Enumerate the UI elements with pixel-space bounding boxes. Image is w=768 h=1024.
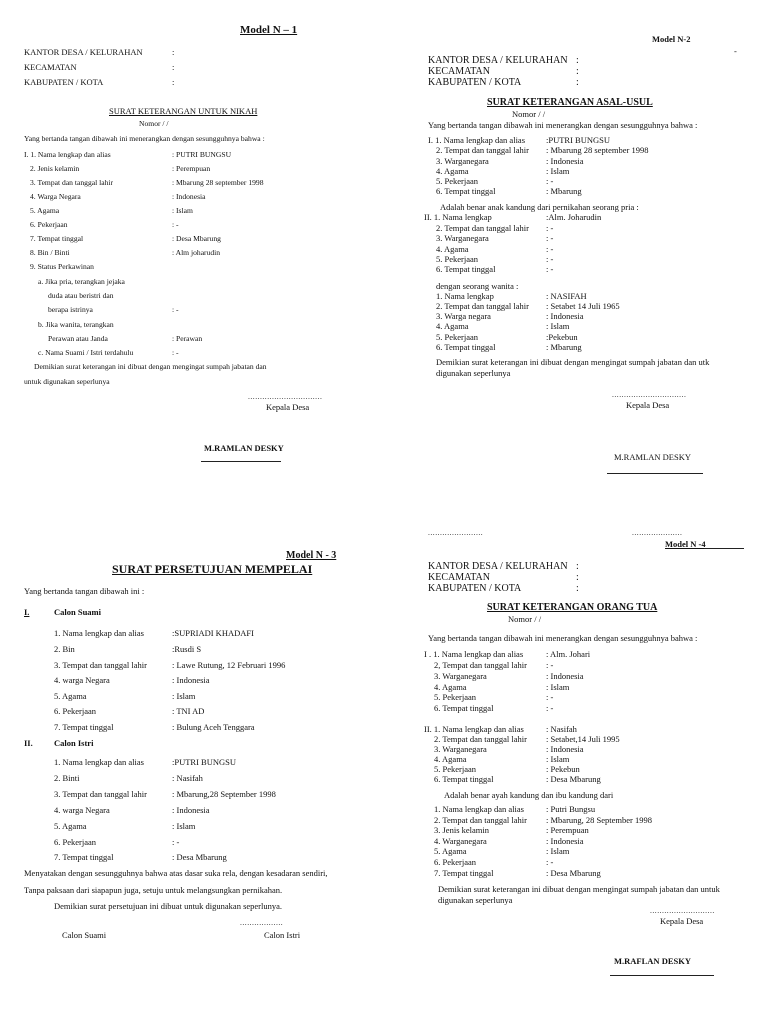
row-value: : Islam (546, 682, 570, 692)
row-value: : Perempuan (172, 164, 211, 173)
header-kabupaten-label: KABUPATEN / KOTA (428, 77, 522, 88)
form-model-n3 (0, 512, 384, 1024)
document-number: Nomor / / (508, 614, 542, 624)
row-value: : Islam (546, 321, 570, 331)
row-value: :PUTRI BUNGSU (546, 135, 610, 145)
header-kantor-sep: : (576, 55, 579, 66)
document-title: SURAT KETERANGAN ORANG TUA (487, 602, 658, 613)
row-label: 6. Pekerjaan (54, 706, 97, 716)
row-label: 4. Agama (436, 321, 469, 331)
row-value: : Indonesia (546, 836, 584, 846)
document-title: SURAT KETERANGAN UNTUK NIKAH (109, 106, 258, 116)
signature-line (201, 461, 281, 462)
row-value: : Indonesia (546, 311, 584, 321)
form-model-n4 (384, 512, 768, 1024)
document-title: SURAT PERSETUJUAN MEMPELAI (112, 562, 313, 576)
header-kecamatan-label: KECAMATAN (24, 62, 77, 72)
between-text: Adalah benar anak kandung dari pernikahan seorang pria : (440, 202, 639, 212)
row-value: : - (546, 264, 554, 274)
row-label: a. Jika pria, terangkan jejaka (38, 277, 125, 286)
row-value: : Pekebun (546, 764, 580, 774)
row-label: 3. Tempat dan tanggal lahir (30, 178, 114, 187)
row-value: : Lawe Rutung, 12 Februari 1996 (172, 660, 286, 670)
row-value: : - (546, 660, 554, 670)
row-value: : Islam (172, 691, 196, 701)
document-number: Nomor / / (139, 119, 169, 128)
row-label: 2. Tempat dan tanggal lahir (436, 145, 529, 155)
section-number: II. (24, 738, 33, 748)
row-value: : Islam (172, 821, 196, 831)
closing-text: Demikian surat persetujuan ini dibuat untuk digunakan seperlunya. (54, 901, 283, 911)
row-label: 6. Pekerjaan (434, 857, 477, 867)
row-value: : - (546, 857, 554, 867)
row-label: 1. Nama lengkap dan alias (54, 628, 144, 638)
row-label: 7. Tempat tinggal (54, 722, 114, 732)
row-label: 5. Agama (54, 821, 87, 831)
header-kantor-label: KANTOR DESA / KELURAHAN (428, 561, 568, 572)
date-dots: ............................... (612, 390, 687, 399)
signature-title: Kepala Desa (626, 400, 670, 410)
signature-right: Calon Istri (264, 930, 301, 940)
intro-text: Yang bertanda tangan dibawah ini : (24, 586, 145, 596)
row-label: 6. Pekerjaan (30, 220, 68, 229)
row-value: : Nasifah (172, 773, 203, 783)
model-label: Model N – 1 (240, 24, 298, 36)
row-label: 4. Agama (436, 244, 469, 254)
row-value: : - (546, 176, 554, 186)
row-label: 4. Agama (436, 166, 469, 176)
signature-line (610, 975, 714, 976)
header-kecamatan-sep: : (172, 62, 175, 72)
row-value: : - (546, 692, 554, 702)
header-kantor-sep: : (172, 47, 175, 57)
signature-title: Kepala Desa (266, 402, 310, 412)
header-kabupaten-label: KABUPATEN / KOTA (428, 583, 522, 594)
section-title: Calon Suami (54, 607, 101, 617)
row-label: Perawan atau Janda (48, 334, 108, 343)
row-label: I . 1. Nama lengkap dan alias (424, 649, 524, 659)
document-title: SURAT KETERANGAN ASAL-USUL (487, 97, 653, 108)
row-label: 3. Warganegara (434, 671, 487, 681)
row-value: : Desa Mbarung (172, 234, 221, 243)
row-label: 5. Agama (434, 846, 467, 856)
row-value: : Islam (546, 166, 570, 176)
row-value: : Mbarung 28 september 1998 (546, 145, 649, 155)
closing-text: digunakan seperlunya (438, 895, 513, 905)
closing-text: Demikian surat keterangan ini dibuat dengan mengingat sumpah jabatan dan utk (436, 357, 710, 367)
row-value: : Desa Mbarung (172, 852, 227, 862)
row-label: 2. Tempat dan tanggal lahir (434, 734, 527, 744)
row-value: : - (172, 220, 179, 229)
signature-line (607, 473, 703, 474)
row-value: : - (172, 837, 180, 847)
row-label: 4. warga Negara (54, 675, 110, 685)
intro-text: Yang bertanda tangan dibawah ini menerangkan dengan sesungguhnya bahwa : (24, 134, 265, 143)
signer-name: M.RAFLAN DESKY (614, 956, 691, 966)
row-value: : Mbarung 28 september 1998 (172, 178, 264, 187)
closing-text: Menyatakan dengan sesungguhnya bahwa atas dasar suka rela, dengan kesadaran sendiri, (24, 868, 328, 878)
intro-text: Yang bertanda tangan dibawah ini menerangkan dengan sesungguhnya bahwa : (428, 120, 698, 130)
row-label: 1. Nama lengkap dan alias (434, 804, 524, 814)
row-value: :PUTRI BUNGSU (172, 757, 236, 767)
row-value: : Indonesia (546, 156, 584, 166)
between-text: dengan seorang wanita : (436, 281, 519, 291)
row-label: 4. Warga Negara (30, 192, 81, 201)
header-kantor-sep: : (576, 561, 579, 572)
signature-title: Kepala Desa (660, 916, 704, 926)
signer-name: M.RAMLAN DESKY (614, 452, 691, 462)
row-label: 2. Bin (54, 644, 75, 654)
signature-left: Calon Suami (62, 930, 107, 940)
row-label: 3. Tempat dan tanggal lahir (54, 789, 147, 799)
row-value: : Nasifah (546, 724, 577, 734)
intro-text: Yang bertanda tangan dibawah ini menerangkan dengan sesungguhnya bahwa : (428, 633, 698, 643)
row-label: 6. Tempat tinggal (434, 703, 494, 713)
model-underline (704, 548, 744, 549)
row-value: : - (546, 703, 554, 713)
corner-mark: - (734, 46, 737, 56)
row-value: :SUPRIADI KHADAFI (172, 628, 254, 638)
row-value: : Indonesia (546, 671, 584, 681)
row-label: b. Jika wanita, terangkan (38, 320, 114, 329)
header-kabupaten-sep: : (576, 77, 579, 88)
row-value: : Islam (172, 206, 193, 215)
row-value: : Indonesia (546, 744, 584, 754)
row-value: : Indonesia (172, 805, 210, 815)
section-number: I. (24, 607, 30, 617)
row-value: : Desa Mbarung (546, 774, 601, 784)
row-label: 3. Warganegara (436, 156, 489, 166)
header-kabupaten-sep: : (576, 583, 579, 594)
row-label: 5. Pekerjaan (436, 176, 479, 186)
row-value: : TNI AD (172, 706, 205, 716)
closing-text: Tanpa paksaan dari siapapun juga, setuju untuk melangsungkan pernikahan. (24, 885, 283, 895)
row-value: : - (546, 254, 554, 264)
row-label: 1. Nama lengkap (436, 291, 494, 301)
row-value: : PUTRI BUNGSU (172, 150, 232, 159)
document-number: Nomor / / (512, 109, 546, 119)
closing-text: Demikian surat keterangan ini dibuat dengan mengingat sumpah jabatan dan untuk (438, 884, 720, 894)
row-label: 3. Warga negara (436, 311, 491, 321)
row-value: : Bulung Aceh Tenggara (172, 722, 255, 732)
row-value: : - (546, 244, 554, 254)
row-value: : Alm joharudin (172, 248, 221, 257)
row-label: II. 1. Nama lengkap (424, 212, 492, 222)
row-label: 2. Tempat dan tanggal lahir (436, 301, 529, 311)
row-value: : Desa Mbarung (546, 868, 601, 878)
header-kecamatan-label: KECAMATAN (428, 66, 490, 77)
model-label: Model N-2 (652, 34, 691, 44)
date-dots: .................. (240, 918, 284, 927)
row-value: : - (546, 223, 554, 233)
row-label: 7. Tempat tinggal (54, 852, 114, 862)
row-value: : Putri Bungsu (546, 804, 596, 814)
row-value: : Islam (546, 754, 570, 764)
date-dots: ............................... (248, 392, 323, 401)
row-value: :Rusdi S (172, 644, 202, 654)
row-label: 7. Tempat tinggal (30, 234, 84, 243)
row-label: 3. Warganegara (434, 744, 487, 754)
row-label: 2, Tempat dan tanggal lahir (434, 660, 527, 670)
row-label: 5. Pekerjaan (434, 692, 477, 702)
row-value: : Setabet,14 Juli 1995 (546, 734, 620, 744)
section-title: Calon Istri (54, 738, 94, 748)
row-value: : Mbarung (546, 342, 582, 352)
header-kantor-label: KANTOR DESA / KELURAHAN (24, 47, 143, 57)
row-label: 5. Pekerjaan (436, 332, 479, 342)
row-label: 4. Agama (434, 682, 467, 692)
row-label: 4. Warganegara (434, 836, 487, 846)
row-label: duda atau beristri dan (48, 291, 114, 300)
row-label: 5. Pekerjaan (434, 764, 477, 774)
row-value: :Alm. Joharudin (546, 212, 602, 222)
form-model-n1 (0, 0, 384, 512)
header-kantor-label: KANTOR DESA / KELURAHAN (428, 55, 568, 66)
row-label: c. Nama Suami / Istri terdahulu (38, 348, 134, 357)
row-label: I. 1. Nama lengkap dan alias (24, 150, 111, 159)
model-label: Model N -4 (665, 539, 706, 549)
row-label: 6. Tempat tinggal (436, 342, 496, 352)
row-label: 6. Tempat tinggal (436, 264, 496, 274)
row-label: 2. Binti (54, 773, 80, 783)
row-label: 5. Agama (30, 206, 60, 215)
row-label: 2. Tempat dan tanggal lahir (436, 223, 529, 233)
row-value: :Pekebun (546, 332, 578, 342)
row-value: : Perawan (172, 334, 203, 343)
header-kecamatan-sep: : (576, 66, 579, 77)
row-value: : Islam (546, 846, 570, 856)
row-value: : Indonesia (172, 675, 210, 685)
row-value: : Setabet 14 Juli 1965 (546, 301, 620, 311)
row-label: I. 1. Nama lengkap dan alias (428, 135, 526, 145)
row-label: 5. Agama (54, 691, 87, 701)
row-label: 6. Pekerjaan (54, 837, 97, 847)
closing-text: Demikian surat keterangan ini dibuat dengan mengingat sumpah jabatan dan (34, 362, 267, 371)
model-label: Model N - 3 (286, 550, 337, 561)
row-label: II. 1. Nama lengkap dan alias (424, 724, 524, 734)
row-value: : Indonesia (172, 192, 206, 201)
between-text: Adalah benar ayah kandung dan ibu kandung dari (444, 790, 614, 800)
row-label: 4. warga Negara (54, 805, 110, 815)
row-value: : - (172, 305, 179, 314)
row-value: : NASIFAH (546, 291, 587, 301)
closing-text: digunakan seperlunya (436, 368, 511, 378)
header-kecamatan-sep: : (576, 572, 579, 583)
row-value: : Alm. Johari (546, 649, 591, 659)
row-label: 5. Pekerjaan (436, 254, 479, 264)
row-value: : Mbarung,28 September 1998 (172, 789, 276, 799)
row-value: : Mbarung, 28 September 1998 (546, 815, 652, 825)
signer-name: M.RAMLAN DESKY (204, 443, 284, 453)
date-dots: ........................... (650, 906, 715, 915)
row-label: 3. Tempat dan tanggal lahir (54, 660, 147, 670)
row-label: 7. Tempat tinggal (434, 868, 494, 878)
row-label: 3. Warganegara (436, 233, 489, 243)
row-label: 9. Status Perkawinan (30, 262, 94, 271)
top-dots: ....................... (428, 528, 484, 537)
row-value: : - (172, 348, 179, 357)
row-label: berapa istrinya (48, 305, 93, 314)
row-label: 6. Tempat tinggal (434, 774, 494, 784)
row-label: 6. Tempat tinggal (436, 186, 496, 196)
row-label: 3. Jenis kelamin (434, 825, 490, 835)
row-label: 8. Bin / Binti (30, 248, 70, 257)
row-label: 1. Nama lengkap dan alias (54, 757, 144, 767)
row-value: : Mbarung (546, 186, 582, 196)
row-label: 2. Jenis kelamin (30, 164, 80, 173)
row-label: 4. Agama (434, 754, 467, 764)
row-label: 2. Tempat dan tanggal lahir (434, 815, 527, 825)
row-value: : - (546, 233, 554, 243)
form-model-n2 (384, 0, 768, 512)
row-value: : Perempuan (546, 825, 589, 835)
header-kabupaten-sep: : (172, 77, 175, 87)
closing-text: untuk digunakan seperlunya (24, 377, 110, 386)
header-kecamatan-label: KECAMATAN (428, 572, 490, 583)
top-dots: ..................... (632, 528, 683, 537)
header-kabupaten-label: KABUPATEN / KOTA (24, 77, 104, 87)
